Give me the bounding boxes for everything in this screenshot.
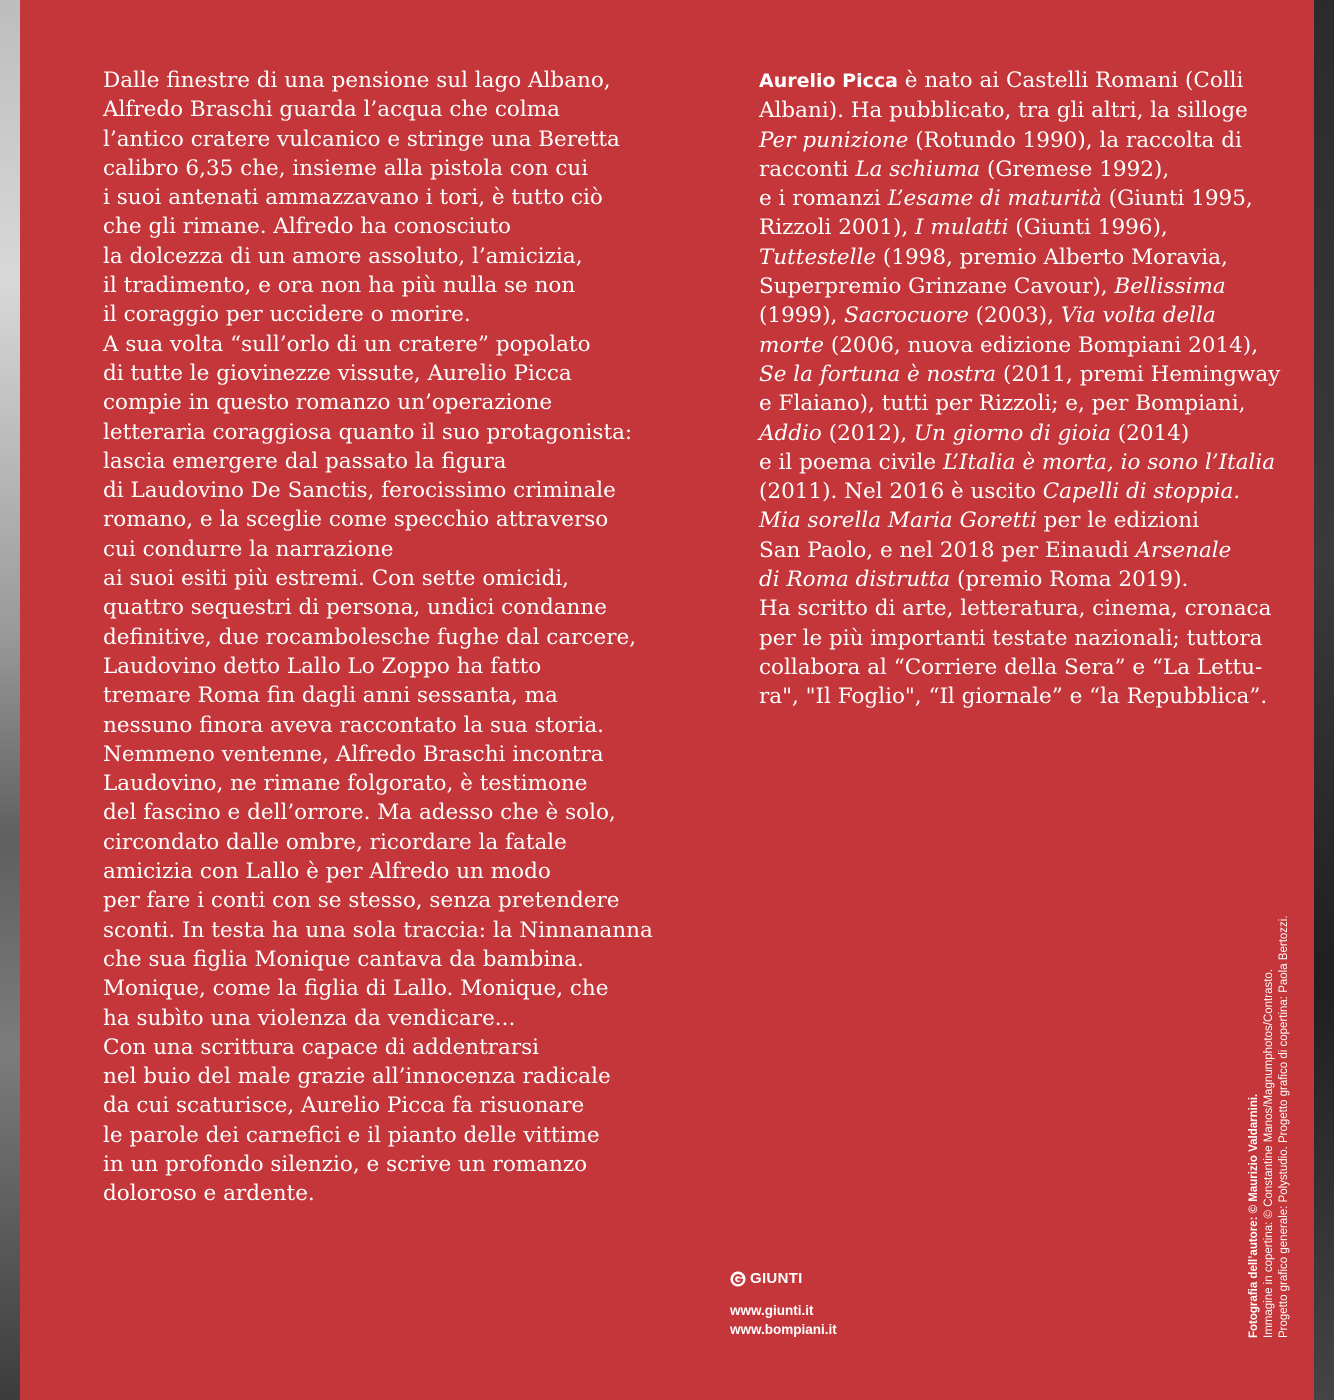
book-title: Bellissima xyxy=(1114,274,1226,300)
synopsis-line: l’antico cratere vulcanico e stringe una Beretta xyxy=(103,126,620,152)
bio-line xyxy=(759,66,1279,96)
synopsis-line: del fascino e dell’orrore. Ma adesso che è solo, xyxy=(103,800,616,826)
synopsis-line: circondato dalle ombre, ricordare la fatale xyxy=(103,829,567,855)
bio-line xyxy=(759,243,1279,272)
bio-text: e il poema civile xyxy=(759,449,943,475)
bio-line xyxy=(759,565,1279,594)
book-title: La schiuma xyxy=(855,156,981,182)
book-title: Capelli di stoppia. xyxy=(1042,479,1241,505)
bio-line xyxy=(759,155,1279,184)
synopsis-line: il coraggio per uccidere o morire. xyxy=(103,302,471,328)
synopsis-line: Monique, come la figlia di Lallo. Monique, che xyxy=(103,976,609,1002)
synopsis-line: tremare Roma fin dagli anni sessanta, ma xyxy=(103,683,558,709)
bio-line xyxy=(759,448,1279,477)
book-title: L’Italia è morta, io sono l’Italia xyxy=(943,449,1276,475)
bio-text: (2003), xyxy=(968,303,1061,329)
bio-line xyxy=(759,272,1279,301)
bio-text: e i romanzi xyxy=(759,186,888,212)
book-title: Via volta della xyxy=(1060,303,1216,329)
synopsis-line: nessuno finora aveva raccontato la sua storia. xyxy=(103,712,604,738)
synopsis-line: lascia emergere dal passato la figura xyxy=(103,448,507,474)
book-title: Tuttestelle xyxy=(759,244,877,270)
synopsis-line: per fare i conti con se stesso, senza pretendere xyxy=(103,888,620,914)
synopsis-line: che gli rimane. Alfredo ha conosciuto xyxy=(103,214,511,240)
synopsis-line: definitive, due rocambolesche fughe dal carcere, xyxy=(103,624,637,650)
bio-line xyxy=(759,360,1279,389)
synopsis-line: Laudovino, ne rimane folgorato, è testimone xyxy=(103,771,588,797)
synopsis-line: le parole dei carnefici e il pianto delle vittime xyxy=(103,1122,600,1148)
bio-text: (Giunti 1995, xyxy=(1101,186,1253,212)
book-title: Un giorno di gioia xyxy=(913,420,1111,446)
bio-line xyxy=(759,477,1279,506)
synopsis-line: di Laudovino De Sanctis, ferocissimo criminale xyxy=(103,478,616,504)
publisher-logo xyxy=(730,1270,837,1287)
bio-text: racconti xyxy=(759,156,856,182)
book-title: L’esame di maturità xyxy=(887,186,1102,212)
credit-line-author-photo: Fotografia dell’autore: © Maurizio Valdarnini. xyxy=(1248,1093,1260,1338)
bio-line: Ha scritto di arte, letteratura, cinema, cronaca xyxy=(759,596,1272,622)
synopsis-line: ha subìto una violenza da vendicare... xyxy=(103,1005,516,1031)
book-title: morte xyxy=(759,332,824,358)
bio-line xyxy=(759,536,1279,565)
cover-photo-edge-right xyxy=(1314,0,1334,1400)
bio-line xyxy=(759,301,1279,330)
bio-text: Rizzoli 2001), xyxy=(759,215,916,241)
bio-line xyxy=(759,184,1279,213)
author-bio xyxy=(759,66,1279,712)
synopsis-line: quattro sequestri di persona, undici condanne xyxy=(103,595,607,621)
bio-line: ra", "Il Foglio", “Il giornale” e “la Repubblica”. xyxy=(759,684,1268,710)
bio-text: è nato ai Castelli Romani (Colli xyxy=(897,68,1244,93)
synopsis-line: nel buio del male grazie all’innocenza radicale xyxy=(103,1064,611,1090)
bio-text: per le edizioni xyxy=(1036,508,1199,534)
synopsis-text xyxy=(103,66,653,1209)
bio-line: per le più importanti testate nazionali; tuttora xyxy=(759,625,1263,651)
bio-text: (2011). Nel 2016 è uscito xyxy=(759,479,1043,505)
bio-line xyxy=(759,506,1279,535)
synopsis-line: il tradimento, e ora non ha più nulla se non xyxy=(103,273,576,299)
synopsis-line: Laudovino detto Lallo Lo Zoppo ha fatto xyxy=(103,653,542,679)
book-title: Sacrocuore xyxy=(844,303,969,329)
bompiani-url[interactable]: www.bompiani.it xyxy=(730,1322,837,1337)
bio-text: San Paolo, e nel 2018 per Einaudi xyxy=(759,537,1136,563)
bio-line: collabora al “Corriere della Sera” e “La Lettu- xyxy=(759,654,1263,680)
synopsis-line: letteraria coraggiosa quanto il suo protagonista: xyxy=(103,419,633,445)
bio-text: (2012), xyxy=(821,420,914,446)
book-title: Arsenale xyxy=(1135,537,1232,563)
credit-line-design: Progetto grafico generale: Polystudio. Progetto grafico di copertina: Paola Bertozzi. xyxy=(1278,915,1290,1338)
book-title: I mulatti xyxy=(915,215,1009,241)
giunti-logo-icon xyxy=(730,1271,746,1287)
bio-line xyxy=(759,419,1279,448)
synopsis-line: Con una scrittura capace di addentrarsi xyxy=(103,1034,540,1060)
bio-line xyxy=(759,331,1279,360)
bio-text: (Gremese 1992), xyxy=(980,156,1170,182)
photo-credits xyxy=(1247,915,1292,1338)
bio-line: e Flaiano), tutti per Rizzoli; e, per Bompiani, xyxy=(759,391,1246,417)
book-title: Addio xyxy=(759,420,822,446)
synopsis-line: che sua figlia Monique cantava da bambina. xyxy=(103,946,584,972)
bio-line: Albani). Ha pubblicato, tra gli altri, la silloge xyxy=(759,98,1248,124)
synopsis-line: Dalle finestre di una pensione sul lago Albano, xyxy=(103,68,611,93)
bio-line xyxy=(759,213,1279,242)
author-name: Aurelio Picca xyxy=(759,70,898,92)
bio-line xyxy=(759,126,1279,155)
publisher-logo-text: GIUNTI xyxy=(750,1270,803,1287)
synopsis-line: sconti. In testa ha una sola traccia: la Ninnananna xyxy=(103,917,653,943)
synopsis-line: in un profondo silenzio, e scrive un romanzo xyxy=(103,1151,588,1177)
synopsis-line: calibro 6,35 che, insieme alla pistola con cui xyxy=(103,155,589,181)
bio-text: Superpremio Grinzane Cavour), xyxy=(759,274,1115,300)
synopsis-line: di tutte le giovinezze vissute, Aurelio Picca xyxy=(103,360,572,386)
synopsis-line: amicizia con Lallo è per Alfredo un modo xyxy=(103,859,551,885)
credit-line-cover-image: Immagine in copertina: © Constantine Manos/Magnumphotos/Contrasto. xyxy=(1263,969,1275,1338)
publisher-urls xyxy=(730,1301,837,1339)
bio-text: (2014) xyxy=(1110,420,1190,446)
synopsis-line: Nemmeno ventenne, Alfredo Braschi incontra xyxy=(103,741,604,767)
bio-text: (1998, premio Alberto Moravia, xyxy=(876,244,1228,270)
synopsis-line: la dolcezza di un amore assoluto, l’amicizia, xyxy=(103,243,583,269)
book-title: di Roma distrutta xyxy=(759,567,951,593)
giunti-url[interactable]: www.giunti.it xyxy=(730,1303,814,1318)
synopsis-line: doloroso e ardente. xyxy=(103,1181,315,1207)
synopsis-line: A sua volta “sull’orlo di un cratere” popolato xyxy=(103,331,591,357)
bio-text: (2011, premi Hemingway xyxy=(996,361,1281,387)
synopsis-line: da cui scaturisce, Aurelio Picca fa risuonare xyxy=(103,1093,585,1119)
bio-text: (1999), xyxy=(759,303,845,329)
cover-photo-edge-left xyxy=(0,0,20,1400)
bio-text: (premio Roma 2019). xyxy=(950,567,1189,593)
book-title: Mia sorella Maria Goretti xyxy=(759,508,1037,534)
book-title: Se la fortuna è nostra xyxy=(759,361,997,387)
bio-text: (Giunti 1996), xyxy=(1008,215,1168,241)
publisher-block xyxy=(730,1270,837,1339)
synopsis-line: ai suoi esiti più estremi. Con sette omicidi, xyxy=(103,566,569,592)
synopsis-line: i suoi antenati ammazzavano i tori, è tutto ciò xyxy=(103,185,603,211)
bio-text: (Rotundo 1990), la raccolta di xyxy=(908,127,1242,153)
synopsis-line: cui condurre la narrazione xyxy=(103,536,394,562)
synopsis-line: romano, e la sceglie come specchio attraverso xyxy=(103,507,609,533)
bio-text: (2006, nuova edizione Bompiani 2014), xyxy=(823,332,1259,358)
synopsis-line: Alfredo Braschi guarda l’acqua che colma xyxy=(103,97,560,123)
book-title: Per punizione xyxy=(759,127,909,153)
synopsis-line: compie in questo romanzo un’operazione xyxy=(103,390,553,416)
